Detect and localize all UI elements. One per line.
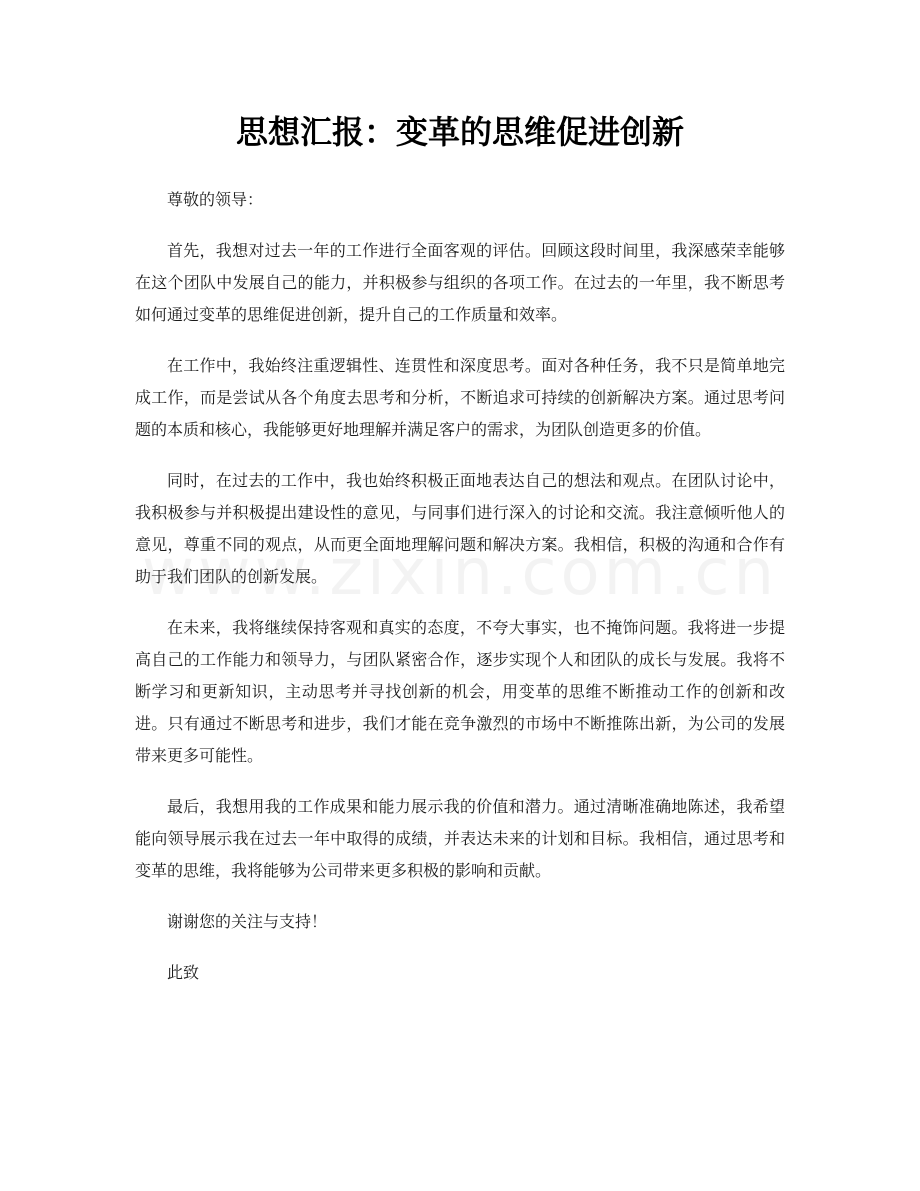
- document-body: [135, 184, 785, 1008]
- paragraph-4: 在未来，我将继续保持客观和真实的态度，不夸大事实，也不掩饰问题。我将进一步提高自己的工作能力和领导力，与团队紧密合作，逐步实现个人和团队的成长与发展。我将不断学习和更新知识，主动思考并寻找创新的机会，用变革的思维不断推动工作的创新和改进。只有通过不断思考和进步，我们才能在竞争激烈的市场中不断推陈出新，为公司的发展带来更多可能性。: [135, 618, 785, 765]
- salutation: 尊敬的领导：: [167, 190, 264, 209]
- paragraph-2: 在工作中，我始终注重逻辑性、连贯性和深度思考。面对各种任务，我不只是简单地完成工作，而是尝试从各个角度去思考和分析，不断追求可持续的创新解决方案。通过思考问题的本质和核心，我能够更好地理解并满足客户的需求，为团队创造更多的价值。: [135, 356, 785, 439]
- thanks-line: 谢谢您的关注与支持！: [167, 912, 328, 931]
- closing-line: 此致: [167, 963, 200, 982]
- document-title: 思想汇报：变革的思维促进创新: [235, 113, 684, 151]
- paragraph-3: 同时，在过去的工作中，我也始终积极正面地表达自己的想法和观点。在团队讨论中，我积极参与并积极提出建设性的意见，与同事们进行深入的讨论和交流。我注意倾听他人的意见，尊重不同的观点，从而更全面地理解问题和解决方案。我相信，积极的沟通和合作有助于我们团队的创新发展。: [135, 471, 785, 586]
- paragraph-1: 首先，我想对过去一年的工作进行全面客观的评估。回顾这段时间里，我深感荣幸能够在这个团队中发展自己的能力，并积极参与组织的各项工作。在过去的一年里，我不断思考如何通过变革的思维促进创新，提升自己的工作质量和效率。: [135, 241, 785, 324]
- paragraph-5: 最后，我想用我的工作成果和能力展示我的价值和潜力。通过清晰准确地陈述，我希望能向领导展示我在过去一年中取得的成绩，并表达未来的计划和目标。我相信，通过思考和变革的思维，我将能够为公司带来更多积极的影响和贡献。: [135, 797, 785, 880]
